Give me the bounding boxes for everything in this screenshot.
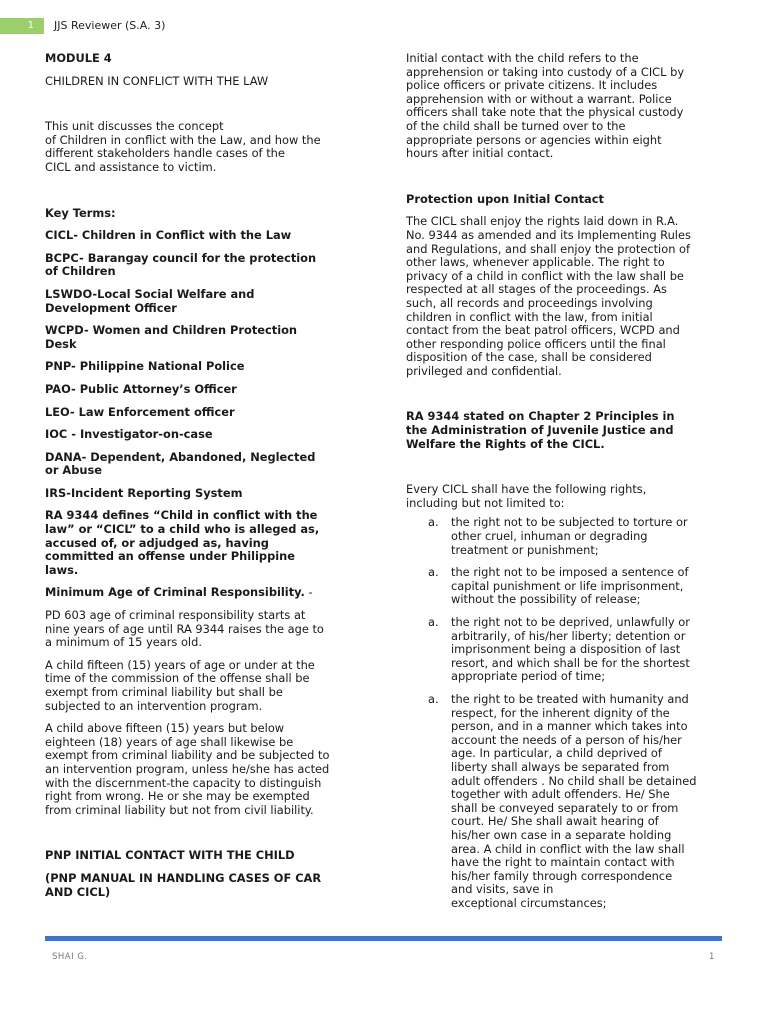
term-dana: DANA- Dependent, Abandoned, Neglected or Abuse [45,449,316,478]
rights-list [406,516,722,910]
ra9344-definition: RA 9344 defines “Child in conflict with the law” or “CICL” to a child who is alleged as, accused of, or adjudged as, having committed an offense under Philippine laws. [45,508,320,577]
term-leo: LEO- Law Enforcement officer [45,404,235,419]
protection-heading: Protection upon Initial Contact [406,191,604,206]
pnp-initial-contact-heading: PNP INITIAL CONTACT WITH THE CHILD [45,848,295,863]
page-header [0,18,768,34]
term-cicl: CICL- Children in Conflict with the Law [45,228,292,243]
term-wcpd: WCPD- Women and Children Protection Desk [45,323,298,351]
intro-paragraph: This unit discusses the concept of Children in conflict with the Law, and how the different stakeholders handle cases of the CICL and assistance to victim. [45,119,321,174]
min-age-heading-line [45,586,363,600]
key-terms-heading: Key Terms: [45,205,116,220]
term-lswdo: LSWDO-Local Social Welfare and Development Officer [45,286,255,315]
rights-intro: Every CICL shall have the following rights, including but not limited to: [406,482,647,510]
term-pnp: PNP- Philippine National Police [45,359,245,374]
list-marker: a. [428,515,439,530]
term-ioc: IOC - Investigator-on-case [45,427,213,442]
footer-rule [45,936,722,941]
pnp-manual-heading: (PNP MANUAL IN HANDLING CASES OF CAR AND CICL) [45,870,322,899]
initial-contact-paragraph: Initial contact with the child refers to the apprehension or taking into custody of a CICL by police officers or private citizens. It includes apprehension with or without a warrant. Police officers shall take note that the physical custody of the child shall be turned over to the appropriate persons or agencies within eight hours after initial contact. [406,51,685,161]
module-title: MODULE 4 [45,51,112,65]
document-header-title: JJS Reviewer (S.A. 3) [54,19,166,32]
right-item-text: the right to be treated with humanity and respect, for the inherent dignity of the person, and in a manner which takes into account the needs of a person of his/her age. In particular, a child deprived of liberty shall always be separated from adult offenders . No child shall be detained together with adult offenders. He/ She shall be conveyed separately to or from court. He/ She shall await hearing of his/her own case in a separate holding area. A child in conflict with the law shall have the right to maintain contact with his/her family through correspondence and visits, save in exceptional circumstances; [451,691,697,910]
right-item [406,616,722,684]
right-item [406,693,722,911]
list-marker: a. [428,565,439,580]
footer-author: SHAI G. [52,952,88,962]
term-irs: IRS-Incident Reporting System [45,485,243,500]
protection-paragraph: The CICL shall enjoy the rights laid down in R.A. No. 9344 as amended and its Implementing Rules and Regulations, and shall enjoy the protection of other laws, whenever applicable. The right to privacy of a child in conflict with the law shall be respected at all stages of the proceedings. As such, all records and proceedings involving children in conflict with the law, from initial contact from the beat patrol officers, WCPD and other responding police officers until the final disposition of the case, shall be considered privileged and confidential. [406,214,691,378]
term-bcpc: BCPC- Barangay council for the protection of Children [45,250,317,279]
right-item-text: the right not to be deprived, unlawfully or arbitrarily, of his/her liberty; detention or imprisonment being a disposition of last resort, and which shall be for the shortest appropriate period of time; [451,615,690,684]
left-column [45,52,363,899]
pd603-paragraph: PD 603 age of criminal responsibility starts at nine years of age until RA 9344 raises the age to a minimum of 15 years old. [45,608,324,650]
term-pao: PAO- Public Attorney’s Officer [45,381,237,396]
list-marker: a. [428,691,439,706]
page-number-tab: 1 [0,18,44,34]
fifteen-under-paragraph: A child fifteen (15) years of age or under at the time of the commission of the offense shall be exempt from criminal liability but shall be subjected to an intervention program. [45,657,315,713]
right-item [406,516,722,557]
right-item-text: the right not to be imposed a sentence of capital punishment or life imprisonment, without the possibility of release; [451,565,689,607]
module-subtitle: CHILDREN IN CONFLICT WITH THE LAW [45,73,269,88]
right-item [406,566,722,607]
right-column [406,52,722,919]
min-age-suffix: - [304,585,313,600]
right-item-text: the right not to be subjected to torture or other cruel, inhuman or degrading treatment or punishment; [451,515,688,557]
ra9344-chapter-heading: RA 9344 stated on Chapter 2 Principles in the Administration of Juvenile Justice and Welfare the Rights of the CICL. [406,409,675,451]
footer-page-number: 1 [709,952,715,962]
list-marker: a. [428,615,439,629]
above-fifteen-paragraph: A child above fifteen (15) years but below eighteen (18) years of age shall likewise be exempt from criminal liability and be subjected to an intervention program, unless he/she has acted with the discernment-the capacity to distinguish right from wrong. He or she may be exempted from criminal liability but not from civil liability. [45,721,330,817]
min-age-heading: Minimum Age of Criminal Responsibility. [45,585,305,600]
